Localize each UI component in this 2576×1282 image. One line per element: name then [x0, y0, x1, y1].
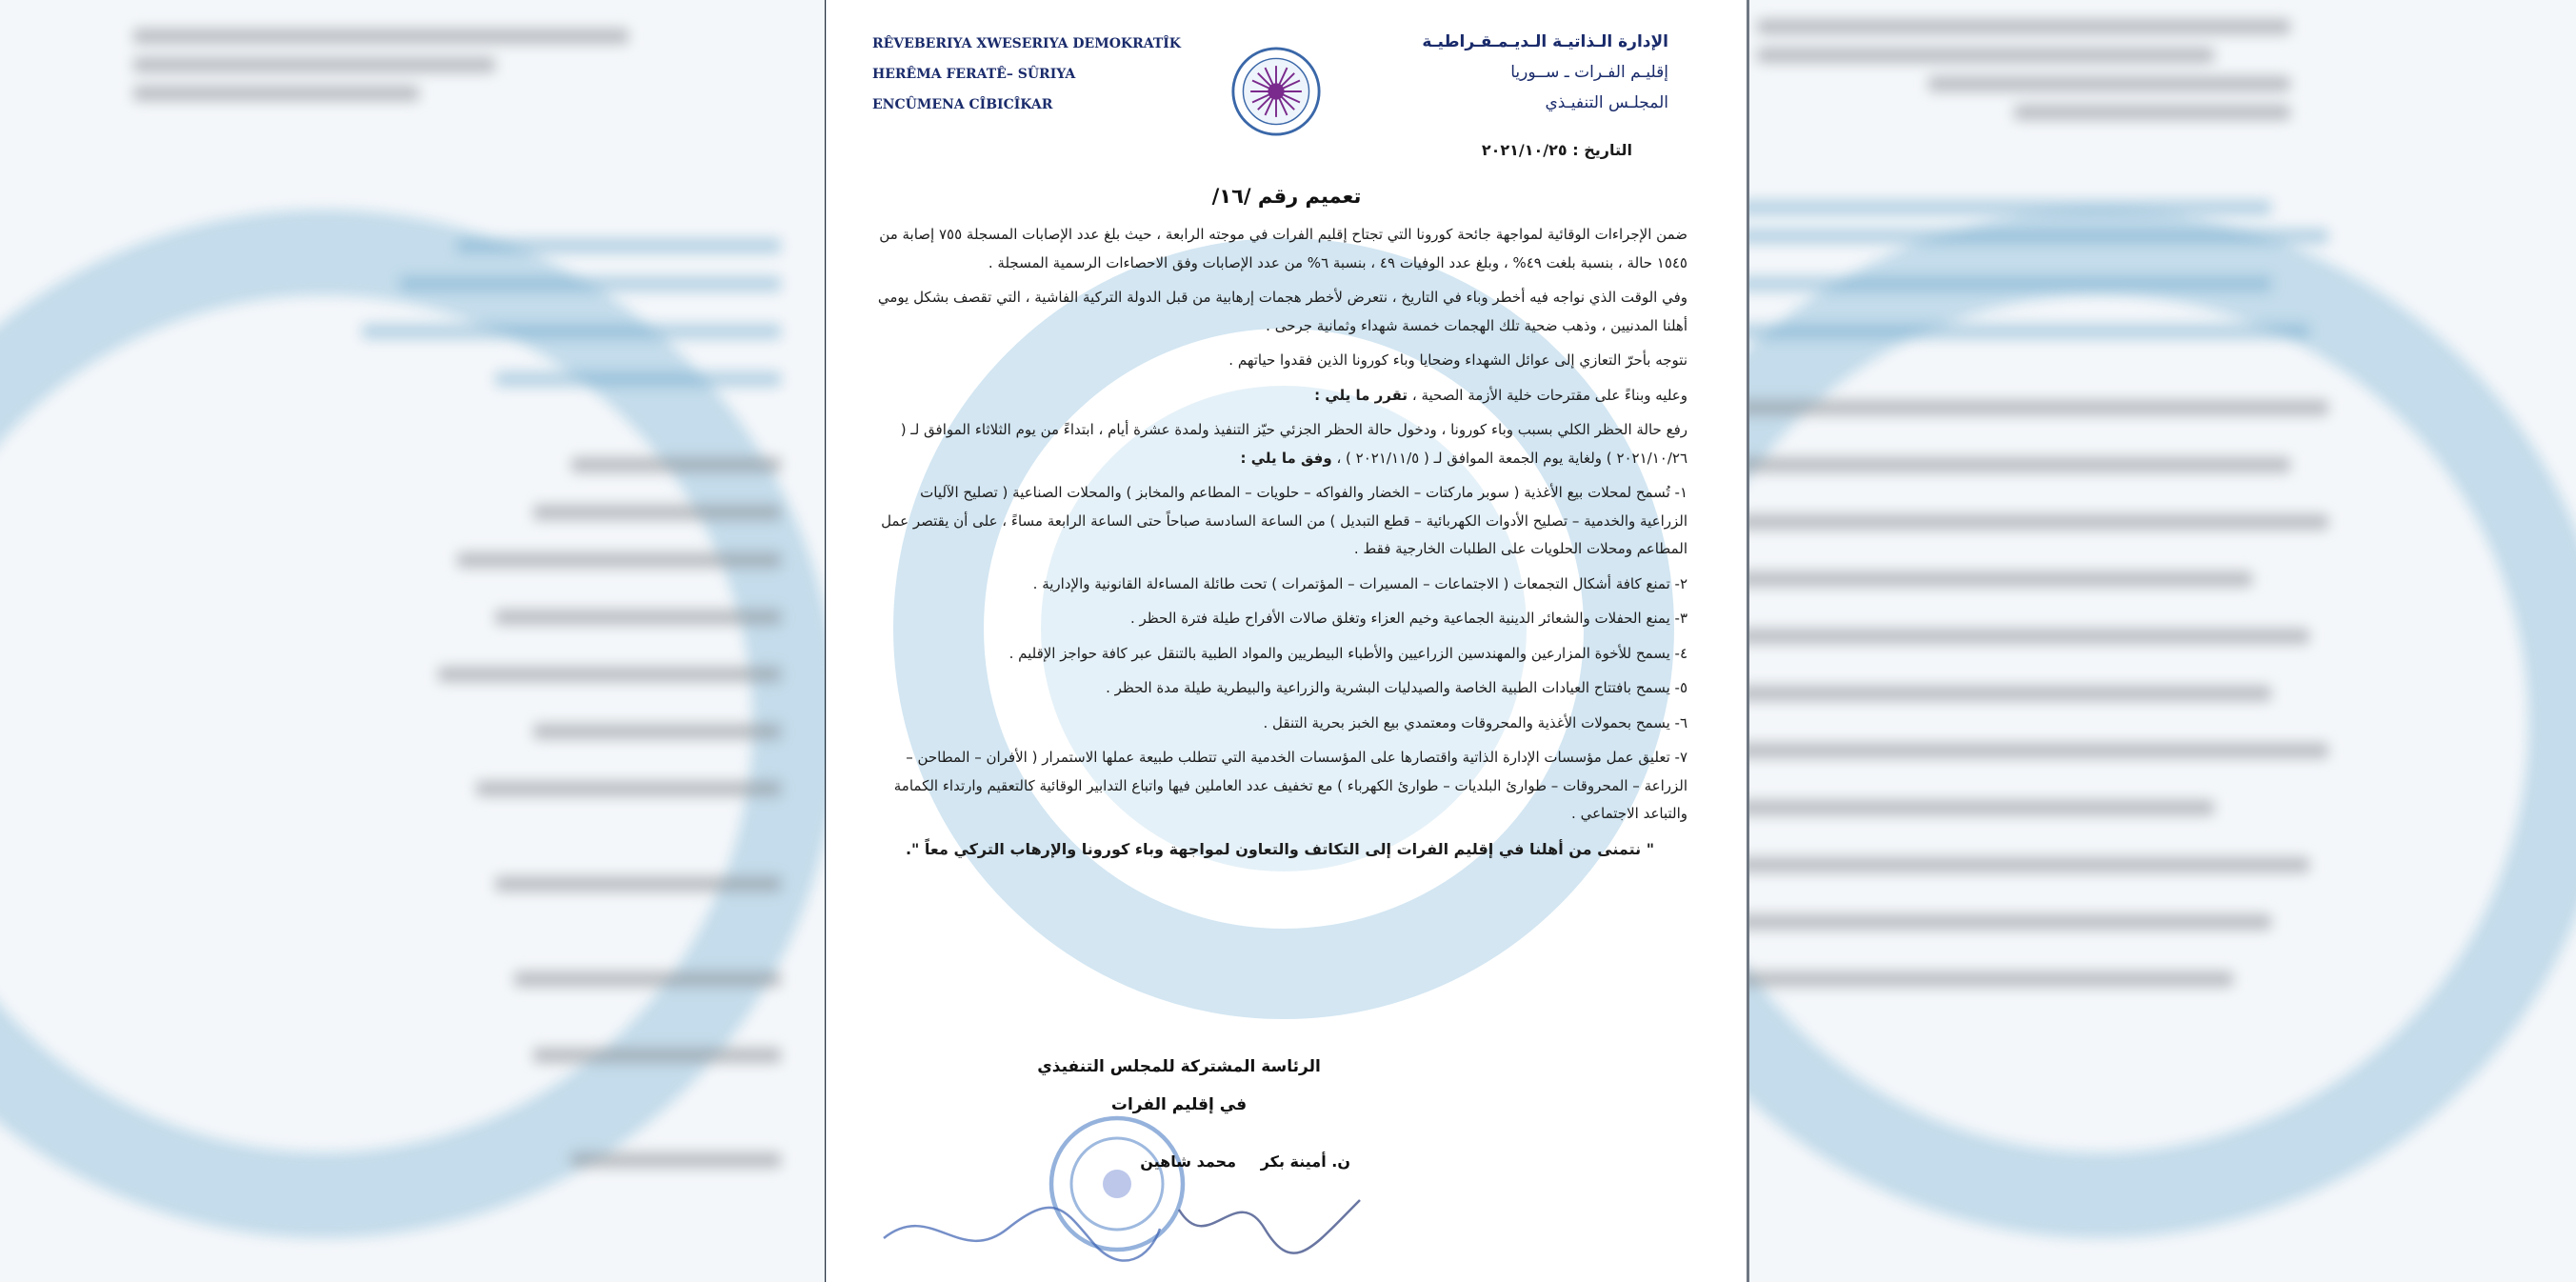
blurred-text-line	[1928, 76, 2290, 91]
blurred-text-line	[495, 371, 781, 387]
blurred-text-line	[1738, 743, 2328, 758]
blurred-background-left	[0, 0, 838, 1282]
blurred-watermark	[1738, 210, 2576, 1238]
blurred-text-line	[533, 505, 781, 520]
blurred-text-line	[362, 324, 781, 339]
blurred-background-right	[1738, 0, 2576, 1282]
blurred-text-line	[438, 667, 781, 682]
blurred-text-line	[133, 86, 419, 101]
blurred-document-copy	[0, 0, 838, 1282]
blurred-text-line	[1738, 629, 2309, 644]
lift-text: رفع حالة الحظر الكلي بسبب وباء كورونا ، ودخول حالة الحظر الجزئي حيّز التنفيذ ولمدة عشرة أيام ، ابتداءً من يوم الثلاثاء الموافق لـ ( ٢٠٢١/١٠/٢٦ ) ولغاية يوم الجمعة الموافق لـ ( ٢٠٢١/١١/٥ ) ،	[900, 421, 1687, 467]
blurred-text-line	[1738, 514, 2328, 530]
header-right-line: إقليـم الفـرات ـ ســوريا	[1510, 63, 1668, 82]
header-left-line: RÊVEBERIYA XWESERIYA DEMOKRATÎK	[872, 36, 1181, 51]
blurred-text-line	[495, 876, 781, 891]
blurred-text-line	[571, 457, 781, 472]
header-kurdish	[872, 29, 1187, 120]
blurred-text-line	[533, 1048, 781, 1063]
date-label: التاريخ :	[1572, 141, 1632, 159]
decision-intro-bold: تقرر ما يلي :	[1314, 386, 1408, 404]
blurred-text-line	[1738, 914, 2271, 930]
header-right-line: المجلـس التنفيـذي	[1545, 93, 1668, 112]
blurred-text-line	[1738, 276, 2271, 291]
body-paragraph: ضمن الإجراءات الوقائية لمواجهة جائحة كورونا التي تجتاح إقليم الفرات في موجته الرابعة ، حيث بلغ عدد الإصابات المسجلة ٧٥٥ إصابة من ١٥٤٥ حالة ، بنسبة بلغت ٤٩% ، وبلغ عدد الوفيات ٤٩ ، بنسبة ٦% من عدد الإصابات وفق الاحصاءات الرسمية المسجلة .	[879, 226, 1687, 271]
administration-logo	[1230, 46, 1322, 137]
document-title: تعميم رقم /١٦/	[1211, 185, 1362, 208]
blurred-text-line	[1738, 229, 2328, 244]
blurred-text-line	[476, 781, 781, 796]
lift-bold: وفق ما يلي :	[1240, 449, 1332, 467]
list-item: ١- تُسمح لمحلات بيع الأغذية ( سوبر ماركتات – الخضار والفواكه – حلويات – المطاعم والمخابز ) والمحلات الصناعية ( تصليح الآليات الزراعية والخدمية – تصليح الأدوات الكهربائية – قطع التبديل ) من الساعة السادسة صباحاً حتى الساعة الرابعة مساءً ، على أن يقتصر عمل المطاعم ومحلات الحلويات على الطلبات الخارجية فقط .	[881, 484, 1687, 557]
blurred-text-line	[514, 972, 781, 987]
blurred-text-line	[1757, 48, 2214, 63]
blurred-text-line	[1738, 972, 2233, 987]
blurred-text-line	[2014, 105, 2290, 120]
header-left-line: HERÊMA FERATÊ– SÛRIYA	[872, 67, 1076, 82]
body-paragraph: وفي الوقت الذي نواجه فيه أخطر وباء في التاريخ ، نتعرض لأخطر هجمات إرهابية من قبل الدولة التركية الفاشية ، التي تقصف بشكل يومي أهلنا المدنيين ، وذهب ضحية تلك الهجمات خمسة شهداء وثمانية جرحى .	[877, 289, 1687, 334]
date-value: ٢٠٢١/١٠/٢٥	[1481, 141, 1568, 159]
blurred-text-line	[133, 57, 495, 72]
blurred-text-line	[1738, 200, 2271, 215]
blurred-text-line	[1738, 400, 2328, 415]
decision-intro	[872, 382, 1687, 411]
signature-line: في إقليم الفرات	[1110, 1095, 1248, 1114]
signatory-name: محمد شاهين	[1140, 1152, 1236, 1171]
blurred-text-line	[1738, 457, 2290, 472]
blurred-text-line	[457, 552, 781, 568]
document-date	[1482, 141, 1632, 159]
blurred-text-line	[1738, 571, 2252, 587]
blurred-text-line	[533, 724, 781, 739]
document-body	[872, 221, 1687, 870]
blurred-text-line	[133, 29, 629, 44]
blurred-text-line	[1738, 686, 2271, 701]
blurred-text-line	[1738, 324, 2309, 339]
blurred-text-line	[571, 1152, 781, 1168]
list-item: ٥- يسمح بافتتاح العيادات الطبية الخاصة والصيدليات البشرية والزراعية والبيطرية طيلة مدة الحظر .	[1106, 679, 1687, 696]
list-item: ٤- يسمح للأخوة المزارعين والمهندسين الزراعيين والأطباء البيطريين والمواد الطبية بالتنقل عبر كافة حواجز الإقليم .	[1008, 644, 1687, 662]
handwritten-signatures	[874, 1172, 1369, 1276]
list-item: ٦- يسمح بحمولات الأغذية والمحروقات ومعتمدي بيع الخبز بحرية التنقل .	[1263, 713, 1687, 731]
document-edge-right	[1747, 0, 1749, 1282]
header-arabic	[1326, 27, 1668, 118]
blurred-document-copy	[1738, 0, 2576, 1282]
document-page	[827, 0, 1747, 1282]
list-item: ٣- يمنع الحفلات والشعائر الدينية الجماعية وخيم العزاء وتغلق صالات الأفراح طيلة فترة الحظر .	[1129, 610, 1687, 627]
list-item: ٢- تمنع كافة أشكال التجمعات ( الاجتماعات – المسيرات – المؤتمرات ) تحت طائلة المساءلة القانونية والإدارية .	[1032, 574, 1687, 592]
blurred-text-line	[1738, 857, 2309, 872]
blurred-text-line	[400, 276, 781, 291]
blurred-text-line	[457, 238, 781, 253]
list-item: ٧- تعليق عمل مؤسسات الإدارة الذاتية واقتصارها على المؤسسات الخدمية التي تتطلب طبيعة عملها الاستمرار ( الأفران – المطاحن – الزراعة – المحروقات – طوارئ البلديات – طوارئ الكهرباء ) مع تخفيف عدد العاملين فيها واتباع التدابير الوقائية كالتعقيم وارتداء الكمامة والتباعد الاجتماعي .	[893, 749, 1687, 822]
header-right-line: الإدارة الـذاتيـة الـديـمـقـراطيـة	[1422, 32, 1668, 51]
blurred-text-line	[1757, 19, 2290, 34]
signature-line: الرئاسة المشتركة للمجلس التنفيذي	[1037, 1057, 1321, 1076]
signatory-name: ن. أمينة بكر	[1260, 1152, 1350, 1171]
body-paragraph: نتوجه بأحرّ التعازي إلى عوائل الشهداء وضحايا وباء كورونا الذين فقدوا حياتهم .	[1228, 351, 1687, 369]
header-left-line: ENCÛMENA CÎBICÎKAR	[872, 97, 1053, 112]
decision-intro-text: وعليه وبناءً على مقترحات خلية الأزمة الصحية ،	[1411, 386, 1687, 404]
blurred-text-line	[1738, 800, 2214, 815]
closing-statement: " نتمنى من أهلنا في إقليم الفرات إلى التكاتف والتعاون لمواجهة وباء كورونا والإرهاب التركي معاً ".	[905, 839, 1655, 858]
lift-paragraph	[872, 416, 1687, 472]
blurred-text-line	[495, 610, 781, 625]
